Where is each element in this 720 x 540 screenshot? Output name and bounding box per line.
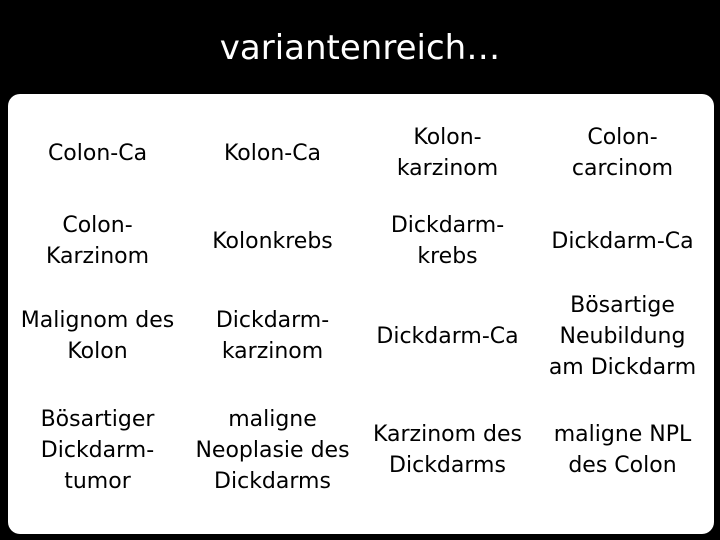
slide-title: variantenreich… bbox=[219, 28, 501, 68]
term-cell: Colon- carcinom bbox=[571, 125, 674, 181]
term-cell: Bösartiger Dickdarm- tumor bbox=[40, 406, 155, 494]
term-cell: Colon-Ca bbox=[47, 140, 148, 166]
term-cell: Bösartige Neubildung am Dickdarm bbox=[548, 292, 697, 380]
term-cell: Kolon- karzinom bbox=[396, 125, 499, 181]
term-cell: Dickdarm-Ca bbox=[376, 323, 519, 349]
term-cell: Karzinom des Dickdarms bbox=[372, 422, 522, 478]
term-cell: Kolonkrebs bbox=[212, 228, 333, 254]
term-cell: Malignom des Kolon bbox=[20, 308, 175, 364]
term-cell: Dickdarm- karzinom bbox=[215, 308, 330, 364]
term-cell: Kolon-Ca bbox=[223, 140, 322, 166]
term-cell: Colon- Karzinom bbox=[45, 213, 150, 269]
term-cell: maligne NPL des Colon bbox=[553, 422, 692, 478]
term-cell: Dickdarm-Ca bbox=[551, 228, 694, 254]
term-cell: Dickdarm- krebs bbox=[390, 213, 505, 269]
term-grid bbox=[10, 112, 710, 512]
term-cell: maligne Neoplasie des Dickdarms bbox=[195, 406, 350, 494]
